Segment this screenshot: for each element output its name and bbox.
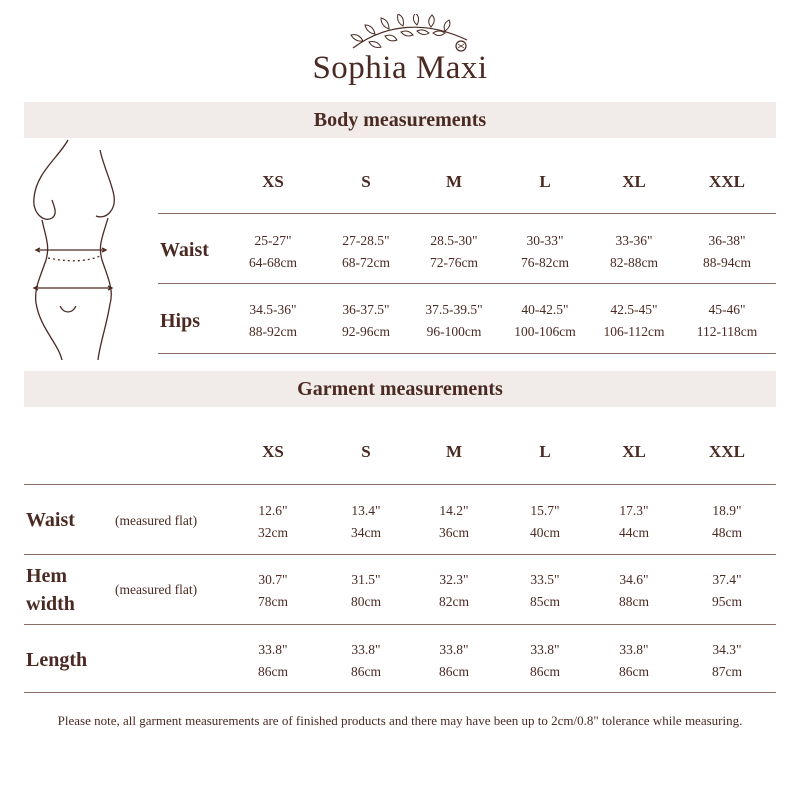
size-header-l: L: [539, 442, 551, 461]
table-cell: 33-36" 82-88cm: [610, 233, 658, 270]
table-divider: [158, 353, 776, 354]
table-cell: 33.8" 86cm: [258, 642, 288, 679]
table-divider: [24, 692, 776, 693]
table-cell: 13.4" 34cm: [351, 503, 381, 540]
size-header-xl: XL: [622, 442, 646, 461]
section-band-garment: [24, 371, 776, 407]
size-header-s: S: [361, 172, 371, 191]
table-cell: 15.7" 40cm: [530, 503, 560, 540]
table-cell: 40-42.5" 100-106cm: [514, 302, 576, 339]
row-label-garment-waist: Waist: [26, 509, 75, 531]
table-cell: 17.3" 44cm: [619, 503, 649, 540]
row-label-hips: Hips: [160, 310, 201, 332]
table-cell: 31.5" 80cm: [351, 572, 381, 609]
size-header-l: L: [539, 172, 551, 191]
table-cell: 37.4" 95cm: [712, 572, 742, 609]
table-cell: 45-46" 112-118cm: [696, 302, 758, 339]
size-header-s: S: [361, 442, 371, 461]
section-band-body: [24, 102, 776, 138]
size-header-xs: XS: [262, 172, 284, 191]
row-label-waist: Waist: [160, 239, 209, 261]
row-label-hem-width: Hem width: [26, 565, 75, 615]
measured-flat-note: (measured flat): [115, 513, 198, 528]
table-divider: [158, 213, 776, 214]
table-cell: 34.3" 87cm: [712, 642, 742, 679]
table-cell: 34.5-36" 88-92cm: [249, 302, 297, 339]
table-cell: 33.8" 86cm: [619, 642, 649, 679]
measured-flat-note: (measured flat): [115, 582, 198, 597]
table-cell: 42.5-45" 106-112cm: [603, 302, 665, 339]
table-cell: 27-28.5" 68-72cm: [342, 233, 390, 270]
section-heading-garment: Garment measurements: [297, 378, 503, 400]
table-cell: 32.3" 82cm: [439, 572, 469, 609]
table-cell: 18.9" 48cm: [712, 503, 742, 540]
table-cell: 14.2" 36cm: [439, 503, 469, 540]
table-divider: [158, 283, 776, 284]
table-divider: [24, 484, 776, 485]
size-header-m: M: [445, 172, 463, 191]
table-cell: 28.5-30" 72-76cm: [430, 233, 478, 270]
size-header-m: M: [445, 442, 463, 461]
table-cell: 36-37.5" 92-96cm: [342, 302, 390, 339]
table-cell: 36-38" 88-94cm: [703, 233, 751, 270]
size-header-xxl: XXL: [709, 442, 745, 461]
table-cell: 30.7" 78cm: [258, 572, 288, 609]
table-cell: 33.8" 86cm: [439, 642, 469, 679]
table-cell: 37.5-39.5" 96-100cm: [425, 302, 483, 339]
table-divider: [24, 554, 776, 555]
table-cell: 25-27" 64-68cm: [249, 233, 297, 270]
size-header-xl: XL: [622, 172, 646, 191]
table-cell: 34.6" 88cm: [619, 572, 649, 609]
tolerance-footnote: Please note, all garment measurements are of finished products and there may have been up to 2cm/0.8" tolerance while measuring.: [57, 713, 743, 728]
row-label-length: Length: [26, 649, 88, 671]
table-divider: [24, 624, 776, 625]
section-heading-body: Body measurements: [313, 109, 487, 131]
table-cell: 30-33" 76-82cm: [521, 233, 569, 270]
page-title: Sophia Maxi: [312, 50, 488, 86]
size-header-xs: XS: [262, 442, 284, 461]
table-cell: 33.8" 86cm: [351, 642, 381, 679]
table-cell: 33.8" 86cm: [530, 642, 560, 679]
body-silhouette-icon: [28, 138, 128, 362]
table-cell: 33.5" 85cm: [530, 572, 560, 609]
size-header-xxl: XXL: [709, 172, 745, 191]
table-cell: 12.6" 32cm: [258, 503, 288, 540]
